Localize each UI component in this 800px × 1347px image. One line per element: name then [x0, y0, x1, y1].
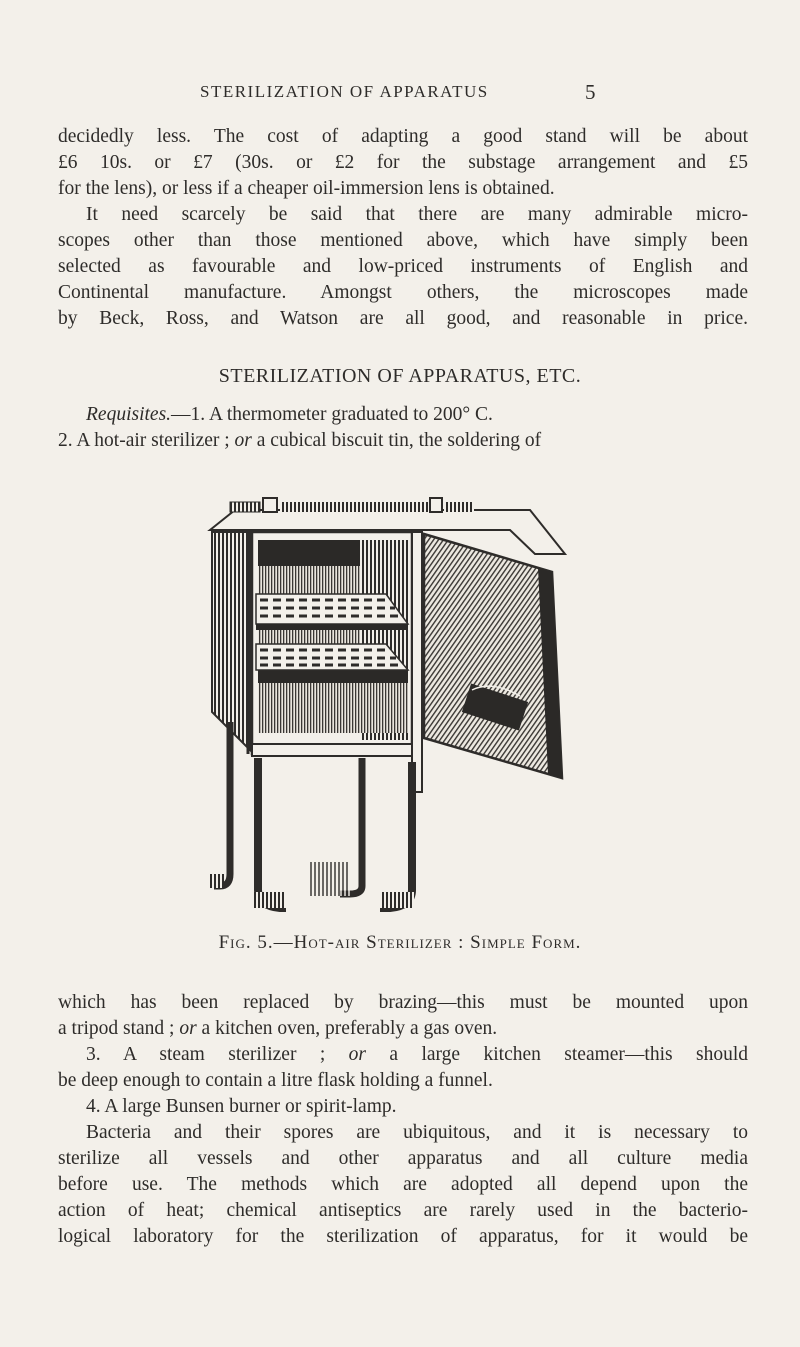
- text-line: decidedly less. The cost of adapting a good stand will be about: [58, 126, 748, 147]
- figure-caption: [0, 932, 800, 954]
- text-line: selected as favourable and low-priced instruments of English and: [58, 256, 748, 277]
- text-line: [58, 1016, 748, 1042]
- text-line: It need scarcely be said that there are many admirable micro-: [86, 204, 748, 225]
- figure-label: Fig. 5.: [218, 932, 274, 953]
- text-line: Bacteria and their spores are ubiquitous, and it is necessary to: [86, 1122, 748, 1143]
- paragraph-bacteria: [58, 1120, 748, 1250]
- requisites-item-1: —1. A thermometer graduated to 200° C.: [171, 404, 493, 425]
- paragraph-requisites-continued: [58, 990, 748, 1120]
- text-line: 4. A large Bunsen burner or spirit-lamp.: [86, 1096, 397, 1117]
- or-word: or: [234, 430, 252, 451]
- text-line: for the lens), or less if a cheaper oil-immersion lens is obtained.: [58, 178, 555, 199]
- paragraph-microscope-cost: [58, 124, 748, 332]
- text-fragment: a kitchen oven, preferably a gas oven.: [196, 1018, 498, 1039]
- hot-air-sterilizer-illustration: [190, 482, 580, 912]
- running-head: [0, 82, 800, 112]
- text-fragment: 3. A steam sterilizer ;: [86, 1044, 349, 1065]
- text-fragment: a cubical biscuit tin, the soldering of: [251, 430, 542, 451]
- sterilizer-interior: [252, 532, 412, 756]
- lower-shelf: [256, 644, 408, 670]
- text-line: be deep enough to contain a litre flask holding a funnel.: [58, 1070, 493, 1091]
- text-line: [58, 428, 748, 454]
- open-door: [424, 534, 562, 778]
- text-line: by Beck, Ross, and Watson are all good, and reasonable in price.: [58, 308, 748, 329]
- text-line: before use. The methods which are adopted all depend upon the: [58, 1174, 748, 1195]
- upper-shelf: [256, 594, 408, 630]
- requisites-label: Requisites.: [86, 404, 172, 425]
- text-line: £6 10s. or £7 (30s. or £2 for the substage arrangement and £5: [58, 152, 748, 173]
- text-fragment: 2. A hot-air sterilizer ;: [58, 430, 235, 451]
- sterilizer-left-side: [212, 532, 250, 750]
- text-fragment: a large kitchen steamer—this should: [366, 1044, 748, 1065]
- or-word: or: [179, 1018, 197, 1039]
- or-word: or: [348, 1044, 367, 1065]
- paragraph-requisites: [58, 402, 748, 454]
- figure-title: —Hot-air Sterilizer : Simple Form.: [273, 932, 582, 953]
- text-line: which has been replaced by brazing—this must be mounted upon: [58, 992, 748, 1013]
- text-line: scopes other than those mentioned above, which have simply been: [58, 230, 748, 251]
- section-heading: STERILIZATION OF APPARATUS, ETC.: [218, 365, 582, 387]
- text-fragment: a tripod stand ;: [58, 1018, 180, 1039]
- text-line: logical laboratory for the sterilization of apparatus, for it would be: [58, 1226, 748, 1247]
- text-line: sterilize all vessels and other apparatus and all culture media: [58, 1148, 748, 1169]
- text-line: action of heat; chemical antiseptics are rarely used in the bacterio-: [58, 1200, 748, 1221]
- page-number: 5: [585, 80, 596, 104]
- running-title: STERILIZATION OF APPARATUS: [200, 82, 489, 101]
- text-line: [58, 1042, 748, 1068]
- text-line: [58, 402, 748, 428]
- text-line: Continental manufacture. Amongst others, the microscopes made: [58, 282, 748, 303]
